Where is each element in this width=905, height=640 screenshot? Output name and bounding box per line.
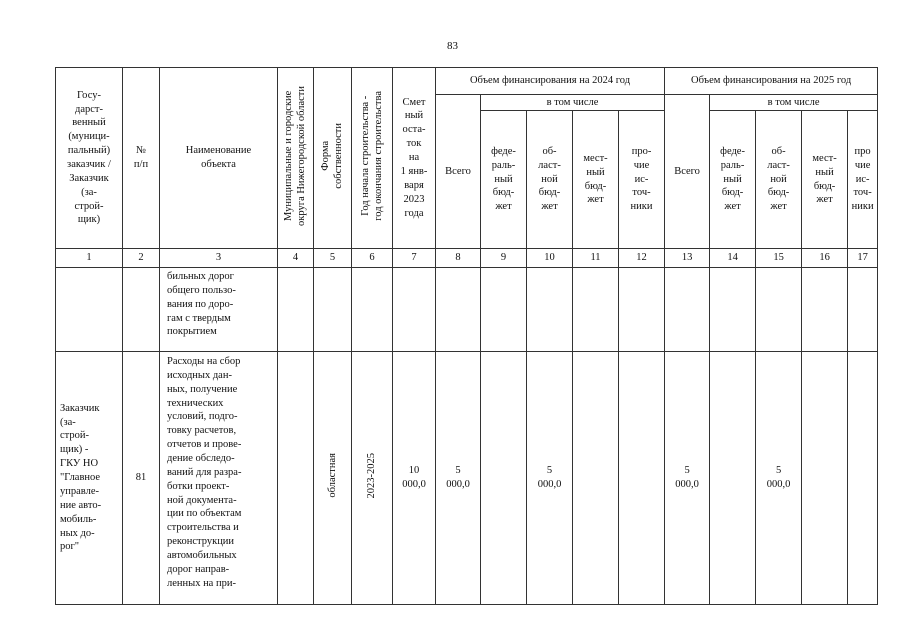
header-federal-2024: феде- раль- ный бюд- жет <box>481 111 527 249</box>
header-ownership: Форма собственности <box>314 68 352 249</box>
cell-other-2025 <box>848 352 878 605</box>
column-number: 13 <box>665 249 710 268</box>
header-including-2024: в том числе <box>481 95 665 111</box>
cell-federal-2024 <box>481 268 527 352</box>
cell-total-2024: 5 000,0 <box>436 352 481 605</box>
column-number: 15 <box>756 249 802 268</box>
column-number-row <box>56 249 878 268</box>
cell-construction-years <box>352 268 393 352</box>
header-number: № п/п <box>123 68 160 249</box>
column-number: 3 <box>160 249 278 268</box>
header-financing-2025: Объем финансирования на 2025 год <box>665 68 878 95</box>
cell-other-2024 <box>619 352 665 605</box>
cell-regional-2025 <box>756 268 802 352</box>
header-estimate-balance: Смет ный оста- ток на 1 янв- варя 2023 года <box>393 68 436 249</box>
cell-total-2025 <box>665 268 710 352</box>
cell-other-2024 <box>619 268 665 352</box>
cell-customer <box>56 268 123 352</box>
cell-customer: Заказчик (за- строй- щик) - ГКУ НО "Главное управле- ние авто- мобиль- ных до- рог" <box>56 352 123 605</box>
cell-federal-2025 <box>710 268 756 352</box>
cell-regional-2024 <box>527 268 573 352</box>
header-customer: Госу- дарст- венный (муници- пальный) заказчик / Заказчик (за- строй- щик) <box>56 68 123 249</box>
column-number: 14 <box>710 249 756 268</box>
column-number: 8 <box>436 249 481 268</box>
cell-ownership: областная <box>314 352 352 605</box>
column-number: 10 <box>527 249 573 268</box>
financing-table <box>55 67 878 605</box>
header-other-2024: про- чие ис- точ- ники <box>619 111 665 249</box>
cell-number: 81 <box>123 352 160 605</box>
header-municipal-district: Муниципальные и городские округа Нижегородской области <box>278 68 314 249</box>
header-financing-2024: Объем финансирования на 2024 год <box>436 68 665 95</box>
column-number: 9 <box>481 249 527 268</box>
cell-construction-years: 2023-2025 <box>352 352 393 605</box>
column-number: 16 <box>802 249 848 268</box>
cell-municipal-district <box>278 352 314 605</box>
table-row <box>56 352 878 605</box>
header-total-2025: Всего <box>665 95 710 249</box>
column-number: 7 <box>393 249 436 268</box>
cell-object-name: Расходы на сбор исходных дан- ных, получение технических условий, подго- товку расчетов, отчетов и прове- дение обследо- ваний для разра- ботки проект- ной документа- ции по объектам строительства и реконструкции автомобильных дорог направ- ленных на при- <box>160 352 278 605</box>
cell-municipal-district <box>278 268 314 352</box>
column-number: 1 <box>56 249 123 268</box>
header-local-2025: мест- ный бюд- жет <box>802 111 848 249</box>
cell-estimate-balance <box>393 268 436 352</box>
header-federal-2025: феде- раль- ный бюд- жет <box>710 111 756 249</box>
header-other-2025: про чие ис- точ- ники <box>848 111 878 249</box>
cell-estimate-balance: 10 000,0 <box>393 352 436 605</box>
column-number: 2 <box>123 249 160 268</box>
cell-local-2024 <box>573 268 619 352</box>
page-number: 83 <box>447 40 458 52</box>
column-number: 17 <box>848 249 878 268</box>
column-number: 11 <box>573 249 619 268</box>
header-construction-years: Год начала строительства - год окончания строительства <box>352 68 393 249</box>
cell-federal-2025 <box>710 352 756 605</box>
header-regional-2025: об- ласт- ной бюд- жет <box>756 111 802 249</box>
header-including-2025: в том числе <box>710 95 878 111</box>
cell-other-2025 <box>848 268 878 352</box>
column-number: 4 <box>278 249 314 268</box>
cell-regional-2024: 5 000,0 <box>527 352 573 605</box>
cell-ownership <box>314 268 352 352</box>
column-number: 6 <box>352 249 393 268</box>
table-row <box>56 268 878 352</box>
cell-regional-2025: 5 000,0 <box>756 352 802 605</box>
cell-total-2025: 5 000,0 <box>665 352 710 605</box>
cell-number <box>123 268 160 352</box>
cell-local-2025 <box>802 352 848 605</box>
cell-object-name: бильных дорог общего пользо- вания по доро- гам с твердым покрытием <box>160 268 278 352</box>
header-local-2024: мест- ный бюд- жет <box>573 111 619 249</box>
column-number: 12 <box>619 249 665 268</box>
header-regional-2024: об- ласт- ной бюд- жет <box>527 111 573 249</box>
cell-local-2025 <box>802 268 848 352</box>
cell-total-2024 <box>436 268 481 352</box>
cell-local-2024 <box>573 352 619 605</box>
column-number: 5 <box>314 249 352 268</box>
cell-federal-2024 <box>481 352 527 605</box>
header-object-name: Наименование объекта <box>160 68 278 249</box>
header-total-2024: Всего <box>436 95 481 249</box>
